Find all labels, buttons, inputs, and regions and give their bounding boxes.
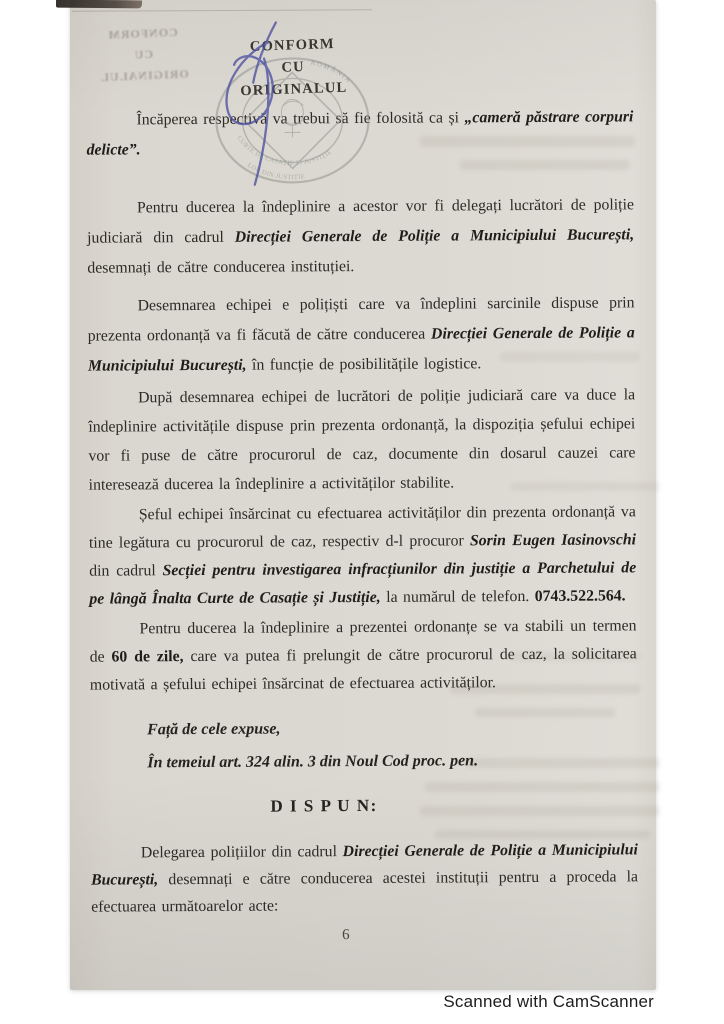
bleedthrough-line: ORIGINALUL xyxy=(99,66,189,85)
conform-line: ORIGINALUL xyxy=(240,79,348,100)
conform-line: CONFORM xyxy=(249,35,336,55)
para7-emphasis: Direcției Generale de Poliție a Municipiului București, xyxy=(91,841,638,889)
para2-emphasis: Direcției Generale de Poliție a Municipiului București, xyxy=(234,226,635,246)
para2-text: desemnați de către conducerea instituției. xyxy=(87,258,355,277)
paragraph-7 xyxy=(91,836,638,920)
para7-text: Delegarea polițiilor din cadrul xyxy=(140,843,343,862)
document-page xyxy=(70,0,656,990)
para6-term: 60 de zile, xyxy=(111,648,184,666)
para2-text: Pentru ducerea la îndeplinire a acestor vor fi delegați lucrători de poliție judiciară din cadrul xyxy=(87,196,635,247)
paragraph-4 xyxy=(88,380,636,499)
para5-prosecutor-name: Sorin Eugen Iasinovschi xyxy=(469,531,637,550)
para3-text: Desemnarea echipei e polițiști care va îndeplini sarcinile dispuse prin prezenta ordonanță va fi făcută de către conducerea xyxy=(87,294,635,345)
para5-phone-number: 0743.522.564. xyxy=(534,587,626,605)
para5-text: din cadrul xyxy=(89,562,163,580)
seal-arc-outer-text: LOR DIN JUSTIȚIE xyxy=(246,161,306,182)
camscanner-credit: Scanned with CamScanner xyxy=(443,992,654,1011)
para3-emphasis: Direcției Generale de Poliție a Municipiului București, xyxy=(87,324,635,375)
paragraph-3 xyxy=(87,288,635,381)
para6-text: Pentru ducerea la îndeplinire a prezentei ordonanțe se va stabili un termen de xyxy=(89,617,637,666)
document-body xyxy=(86,0,639,946)
para7-text: desemnați e către conducerea acestei instituții pentru a proceda la efectuarea următoarelor acte: xyxy=(91,868,639,916)
para1-emphasis: „cameră păstrare corpuri delicte”. xyxy=(86,108,634,159)
seal-country-text: ROMÂNIA xyxy=(309,58,354,86)
para5-section-name: Secției pentru investigarea infracțiunilor din justiție a Parchetului de pe lângă Înalta Curte de Casație și Justiție, xyxy=(89,559,637,608)
para4-text: După desemnarea echipei de lucrători de poliție judiciară care va duce la îndeplinire activitățile dispuse prin prezenta ordonanță, la dispoziția șefului echipei vor fi puse de către procurorul de caz, documente din dosarul cauzei care interesează ducerea la îndeplinire a activităților stabilite. xyxy=(88,386,636,494)
closing-line-2: În temeiul art. 324 alin. 3 din Noul Cod proc. pen. xyxy=(147,752,479,772)
signature-ink xyxy=(156,8,417,210)
para5-text: Șeful echipei însărcinat cu efectuarea activităților din prezenta ordonanță va tine legătura cu procurorul de caz, respectiv d-l procuror xyxy=(88,503,636,552)
para6-text: care va putea fi prelungit de către procurorul de caz, la solicitarea motivată a șefului echipei însărcinat de efectuarea activităților. xyxy=(89,645,637,694)
dispun-heading: D I S P U N: xyxy=(270,795,378,816)
closing-formulas xyxy=(147,710,637,779)
conform-line: CU xyxy=(281,59,306,76)
para3-text: în funcție de posibilitățile logistice. xyxy=(246,355,482,374)
seal-arc-inner-text: CURTE DE CASAȚIE ȘI JUSTIȚIE xyxy=(235,134,334,167)
bleedthrough-line: CU xyxy=(133,46,154,62)
para1-text: Încăperea respectivă va trebui să fie folosită ca și xyxy=(136,109,465,129)
bleedthrough-line: CONFORM xyxy=(107,24,179,42)
paragraph-5 xyxy=(89,498,637,613)
paragraph-6 xyxy=(89,612,637,699)
para5-text: la numărul de telefon. xyxy=(380,587,535,606)
page-number: 6 xyxy=(342,927,350,944)
closing-line-1: Față de cele expuse, xyxy=(147,720,281,739)
